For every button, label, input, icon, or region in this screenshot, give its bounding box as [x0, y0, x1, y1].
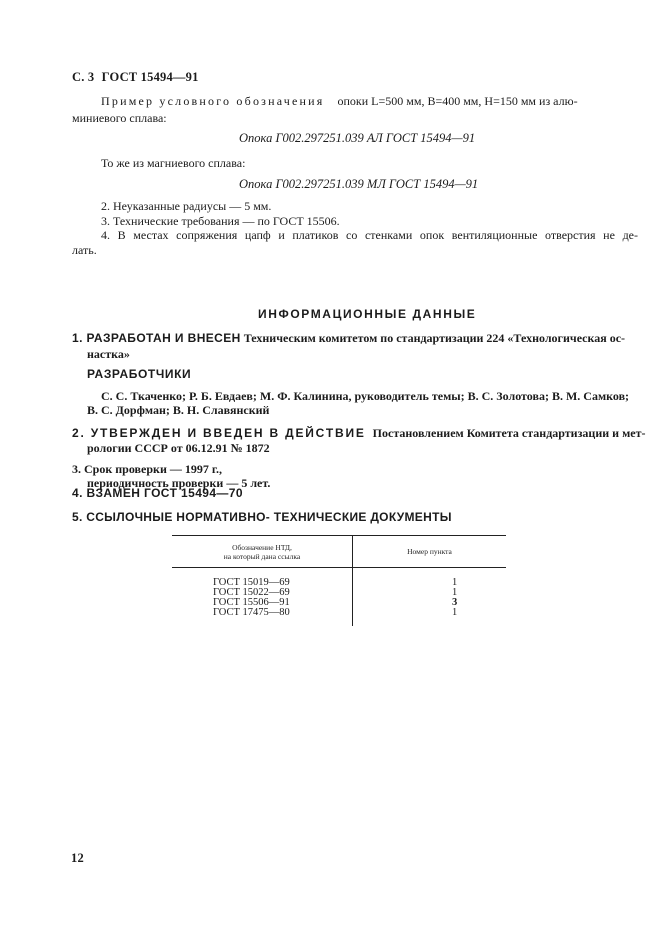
col1-header-line1: Обозначение НТД,	[232, 543, 292, 552]
developers-title: РАЗРАБОТЧИКИ	[87, 367, 192, 381]
example-line-1	[101, 94, 578, 109]
example-lead: Пример условного обозначения	[101, 94, 325, 108]
info-item-5: 5. ССЫЛОЧНЫЕ НОРМАТИВНО- ТЕХНИЧЕСКИЕ ДОКУМЕНТЫ	[72, 510, 452, 524]
item1-cont: настка»	[87, 347, 130, 361]
info-item-3-cont: периодичность проверки — 5 лет.	[87, 476, 271, 490]
page-ref: С. 3	[72, 70, 95, 84]
developers-line-1: С. С. Ткаченко; Р. Б. Евдаев; М. Ф. Калинина, руководитель темы; В. С. Золотова; В. М. Самков;	[101, 389, 630, 403]
table-header-rule	[172, 567, 506, 568]
standard-number: ГОСТ 15494—91	[101, 70, 199, 84]
designation-ml: Опока Г002.297251.039 МЛ ГОСТ 15494—91	[239, 177, 479, 191]
table-top-rule	[172, 535, 506, 536]
table-cell-item: 3	[452, 597, 458, 608]
item2-text: Постановлением Комитета стандартизации и мет-	[372, 426, 646, 440]
table-cell-item: 1	[452, 607, 458, 618]
table-header-col2: Номер пункта	[407, 547, 452, 556]
info-title: ИНФОРМАЦИОННЫЕ ДАННЫЕ	[258, 307, 477, 321]
item2-cont: рологии СССР от 06.12.91 № 1872	[87, 441, 270, 455]
note-4-cont: лать.	[72, 243, 97, 257]
developers-line-2: В. С. Дорфман; В. Н. Славянский	[87, 403, 270, 417]
note-3: 3. Технические требования — по ГОСТ 15506.	[101, 214, 340, 228]
designation-al: Опока Г002.297251.039 АЛ ГОСТ 15494—91	[239, 131, 476, 145]
table-row: ГОСТ 15019—69	[213, 577, 290, 588]
page-header	[72, 70, 199, 85]
info-item-3: 3. Срок проверки — 1997 г.,	[72, 462, 222, 476]
note-2: 2. Неуказанные радиусы — 5 мм.	[101, 199, 272, 213]
table-row: ГОСТ 15022—69	[213, 587, 290, 598]
table-header-col1	[172, 543, 352, 561]
item2-label: 2. УТВЕРЖДЕН И ВВЕДЕН В ДЕЙСТВИЕ	[72, 426, 366, 440]
info-item-4: 4. ВЗАМЕН ГОСТ 15494—70	[72, 486, 243, 500]
table-row: ГОСТ 17475—80	[213, 607, 290, 618]
note-4: 4. В местах сопряжения цапф и платиков со стенками опок вентиляционные отверстия не де-	[101, 228, 638, 242]
info-item-1	[72, 331, 638, 346]
example-line-2: миниевого сплава:	[72, 111, 167, 125]
col1-header-line2: на который дана ссылка	[223, 552, 301, 561]
table-row: ГОСТ 15506—91	[213, 597, 290, 608]
item1-label: 1. РАЗРАБОТАН И ВНЕСЕН	[72, 331, 241, 345]
page-number: 12	[71, 851, 84, 865]
example-dimensions: опоки L=500 мм, B=400 мм, H=150 мм из алю-	[337, 94, 578, 108]
item1-text: Техническим комитетом по стандартизации 224 «Технологическая ос-	[243, 331, 626, 345]
table-cell-item: 1	[452, 577, 458, 588]
table-cell-item: 1	[452, 587, 458, 598]
same-magnesium: То же из магниевого сплава:	[101, 156, 246, 170]
info-item-2	[72, 426, 645, 441]
